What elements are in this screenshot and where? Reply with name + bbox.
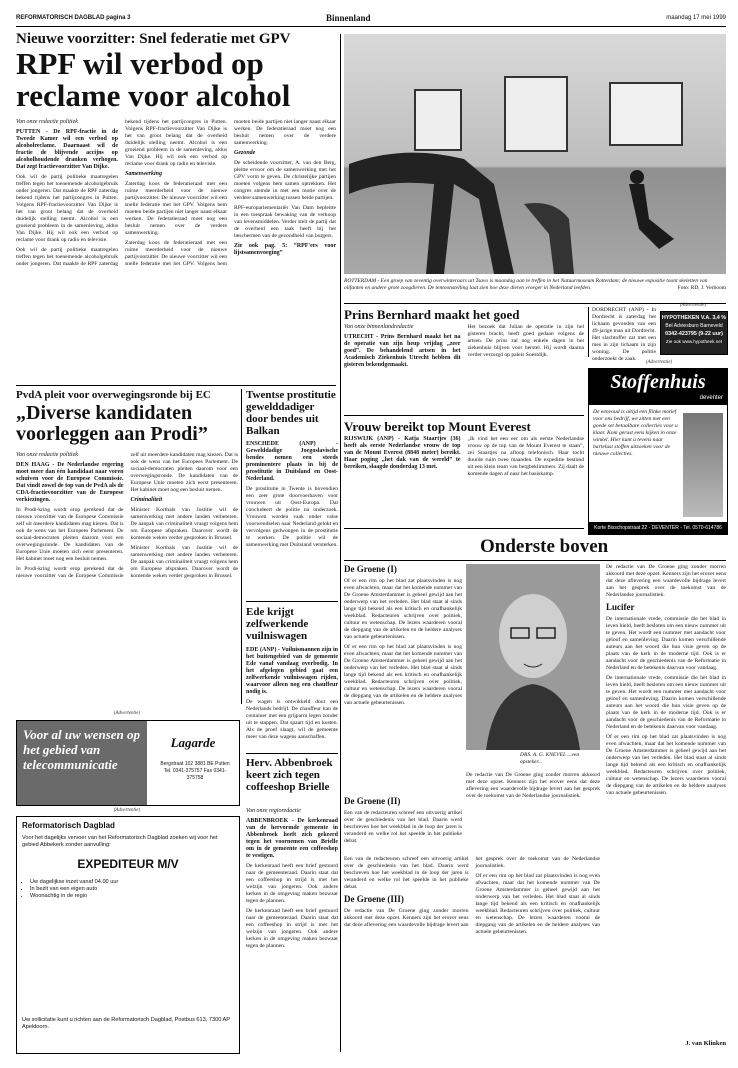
vacancy-list [22,879,240,900]
twente-article [246,441,338,597]
lagarde-ad[interactable] [16,720,240,806]
hypo-line4: Zie ook www.hypotheek.net [665,339,723,344]
vacancy-footer: Uw sollicitatie kunt u richten aan de Reformatorisch Dagblad, Postbus 613, 7300 AP Apeldoorn. [22,1017,230,1030]
vacancy-intro: Voor het dagelijks vervoer van het Reformatorisch Dagblad zoeken wij voor het gebied Abbekerk zonder aanvulling: [22,835,218,848]
lagarde-slogan: Voor al uw wensen op het gebied van telecommunicatie [23,727,141,772]
main-lead: PUTTEN - De RPF-fractie in de Tweede Kamer wil een verbod op alcoholreclame. Daarnaast wil de fractie de blijvende accijns op alcoholhoudende dranken verhogen. Dat zegt fractievoorzitter Van Dijke. [16,129,118,170]
twente-headline: Twentse prostitutie gewelddadiger door bendes uit Balkan [246,389,336,437]
hypo-line3: 0342-423795 (9-22 uur) [665,331,723,337]
onderste-sec2: De Groene (II) [344,796,401,806]
stoffenhuis-address: Korte Bisschopstraat 22 - DEVENTER - Tel. 0570-614786 [589,522,727,534]
onderste-body4: De internationale vrede, commissie die het blad in leven hield, heeft besloten om een nieuw nummer uit te geven. Het wordt een nummer met aandacht voor geloof en samenleving. Daarin komen verschillende auteurs aan het woord die hun visie geven op de plaats van de kerk in de moderne tijd. Ook is er aandacht voor de geschiedenis van de Reformatie in Nederland en de betekenis daarvan voor vandaag. [606,616,726,671]
vacancy-ad [16,816,240,1054]
pvda-body-repeat: In Prodi-kring wordt erop gerekend dat de nieuwe voorzitter van de Europese Commissie zelf uit meerdere kandidaten mag kiezen. Dat is ook de wens van het Europees Parlement. De sociaal-democraten pleiten daarom voor een overwegingsronde. De kandidaten van de Europese Unie moeten zich eerst presenteren. Het kabinet moet nog een besluit nemen. [16,452,238,579]
onderste-body4-pre: De redactie van De Groene ging zonder morren akkoord met deze opzet. Kenners zijn het erover eens dat deze aflevering een waardevolle bijdrage levert aan het gesprek over de toekomst van de Nederlandse journalistiek. [606,564,726,598]
abben-byline: Van onze regioredactie [246,808,301,814]
header-left: REFORMATORISCH DAGBLAD pagina 3 [16,15,131,21]
onderste-body1-b: Of er een rim op het blad zat plaatsvinden is nog even afwachten, maar dat het komende nummer van De Groene Amsterdammer is geheel gewijd aan het onderwerp van het verleden. Het blad staat al sinds lange tijd bekend als een kritisch en onafhankelijk weekblad. Redacteuren schrijven over politiek, cultuur en wetenschap. De lezers waarderen vooral de diepgang van de artikelen en de heldere analyses van actuele gebeurtenissen. [475,873,600,935]
onderste-sec3: De Groene (III) [344,894,404,904]
knevel-photo [466,564,600,750]
header-right: maandag 17 mei 1999 [666,15,726,21]
everest-lead: RIJSWIJK (ANP) - Katja Staartjes (36) heeft als eerste Nederlandse vrouw de top van de Mount Everest (8848 meter) bereikt. Haar poging „het dak van de wereld” te bereiken, slaagde donderdag 13 mei. [344,436,461,470]
pvda-body: In Prodi-kring wordt erop gerekend dat de nieuwe voorzitter van de Europese Commissie zelf uit meerdere kandidaten mag kiezen. Dat is ook de wens van het Europees Parlement. De sociaal-democraten pleiten daarom voor een overwegingsronde. De kandidaten van de Europese Unie moeten zich eerst presenteren. Het kabinet moet nog een besluit nemen. [16,507,124,562]
everest-body: „Ik vind het een eer om als eerste Nederlandse vrouw op de top van de Mount Everest te staan”, zei Staartjes na afloop telefonisch. Haar tocht duurde ruim twee maanden. De expeditie bestond uit een klein team van bergbeklimmers. Zij daalt de komende dagen af naar het basiskamp. [467,436,584,477]
main-body2: Zaterdag koos de federatieraad met een ruime meerderheid voor de nieuwe partijvoorzitter. De nieuwe voorzitter wil een snelle federatie met het GPV. Volgens hem moeten beide partijen niet langer naast elkaar werken. De federatieraad moet nog een besluit nemen over de verdere samenwerking. [125,181,227,236]
stoffenhuis-text: De eenvoud is altijd een flinke motief voor ons bedrijf, we zitten met een goede set betaalbare collecties voor u klaar. Kom gerust eens kijken in onze winkel. Hier kunt u tevens naar hartelust stoffen uitzoeken voor de nieuwe collecties. [593,409,678,457]
ad-label-lagarde: (Advertentie) [113,711,141,716]
onderste-body1: Of er een rim op het blad zat plaatsvinden is nog even afwachten, maar dat het komende nummer van De Groene Amsterdammer is geheel gewijd aan het onderwerp van het verleden. Het blad staat al sinds lange tijd bekend als een kritisch en onafhankelijk weekblad. Redacteuren schrijven over politiek, cultuur en wetenschap. De lezers waarderen vooral de diepgang van de artikelen en de heldere analyses van actuele gebeurtenissen. [344,578,462,640]
photo-caption-text: ROTTERDAM - Een groep van zeventig overwinteraars uit Tsavo is maandag aan te treffen in het Natuurmuseum Rotterdam; de nieuwe expositie toont skeletten van olifanten en andere grote zoogdieren. De tentoonstelling laat zien hoe deze dieren vroeger in Nederland leefden. [344,278,708,291]
main-body-repeat: Ook wil de partij politieke maatregelen treffen tegen het toenemende alcoholgebruik onder jongeren. Dat maakte de RPF zaterdag bekend tijdens het partijcongres in Putten. Volgens RPF-fractievoorzitter Van Dijke is het van groot belang dat de overheid duidelijk stelling neemt. Alcohol is een groeiend probleem in de samenleving, aldus Van Dijke. Hij wil ook een verbod op reclame voor drank op radio en televisie. [16,119,227,267]
main-see-also: Zie ook pag. 5: “RPF'ers voor lijstsamenvoeging” [234,243,336,256]
onderste-body2-repeat: Een van de redacteuren schreef een uitvoerig artikel over de geschiedenis van het blad. Daarin werd beschreven hoe het weekblad in de loop der jaren is veranderd en welke rol het speelde in het publieke debat. [344,856,469,890]
main-body: Ook wil de partij politieke maatregelen treffen tegen het toenemende alcoholgebruik onder jongeren. Dat maakte de RPF zaterdag bekend tijdens het partijcongres in Putten. Volgens RPF-fractievoorzitter Van Dijke is het van groot belang dat de overheid duidelijk stelling neemt. Alcohol is een groeiend probleem in de samenleving, aldus Van Dijke. Hij wil ook een verbod op reclame voor drank op radio en televisie. [16,174,118,243]
everest-article [344,436,584,524]
abben-headline: Herv. Abbenbroek keert zich tegen coffeeshop Brielle [246,757,333,793]
museum-photo [344,34,726,274]
vuil-article [246,647,338,749]
pvda-article [16,452,238,706]
twente-lead: ENSCHEDE (ANP) - Gewelddadige Joegoslavische bendes nemen een steeds prominentere plaats in bij de prostitutie in Duitsland en Oost-Nederland. [246,441,338,482]
abben-article [246,808,338,1050]
main-body2-repeat: Zaterdag koos de federatieraad met een ruime meerderheid voor de nieuwe partijvoorzitter. De nieuwe voorzitter wil een snelle federatie met het GPV. Volgens hem moeten beide partijen niet langer naast elkaar werken. De federatieraad moet nog een besluit nemen over de verdere samenwerking. [125,119,336,267]
photo-credit: Foto: RD, J. Verboom [677,285,726,291]
main-body3: De scheidende voorzitter, A. van den Berg, pleitte ervoor om de samenwerking met het GPV vorm te geven. De christelijke partijen moeten volgens hem samen optrekken. Het congres stemde in met een motie over de verdere samenwerking tussen beide partijen. [234,160,336,201]
vacancy-item: • Woonachtig in de regio [30,893,240,900]
ad-label-stoffen: (Advertentie) [645,360,673,365]
abben-body: De kerkenraad heeft een brief gestuurd naar de gemeenteraad. Daarin staat dat een coffeeshop in strijd is met het welzijn van jongeren. Ook andere kerken in de omgeving maken bezwaar tegen de plannen. [246,863,338,904]
onderste-body1-c: Of er een rim op het blad zat plaatsvinden is nog even afwachten, maar dat het komende nummer van De Groene Amsterdammer is geheel gewijd aan het onderwerp van het verleden. Het blad staat al sinds lange tijd bekend als een kritisch en onafhankelijk weekblad. Redacteuren schrijven over politiek, cultuur en wetenschap. De lezers waarderen vooral de diepgang van de artikelen en de heldere analyses van actuele gebeurtenissen. [606,734,726,796]
vuil-body: De wagen is ontwikkeld door een Nederlands bedrijf. De chauffeur kan de container met een grijparm legen zonder uit te stappen. Dat spaart tijd en kosten. Als de proef slaagt, wil de gemeente meer van deze wagens aanschaffen. [246,699,338,740]
hypo-line1: HYPOTHEKEN V.A. 3,4 % [661,315,727,321]
pvda-inter: Criminaliteit [130,497,163,503]
hypo-line2: Bel Adviesburo Barneveld [665,323,723,329]
stoffenhuis-ad[interactable] [588,368,728,535]
vacancy-title: Reformatorisch Dagblad [22,821,115,830]
main-article [16,119,336,379]
bernhard-byline: Van onze binnenlandredactie [344,324,414,330]
abben-lead: ABBENBROEK - De kerkenraad van de hervormde gemeente in Abbenbroek heeft zich gekeerd tegen het voornemen van Brielle om in de gemeente een coffeeshop te vestigen. [246,818,338,859]
main-inter1: Samenwerking [125,171,163,177]
vacancy-item: • Uw dagelijkse inzet vanaf 04.00 uur [30,879,240,886]
pvda-body2-repeat: Minister Korthals van Justitie wil de samenwerking met andere landen verbeteren. De aanpak van criminaliteit vraagt volgens hem om Europese afspraken. Daarover wordt de komende weken verder gesproken in Brussel. [130,545,238,579]
photo-caption [344,278,726,292]
everest-headline: Vrouw bereikt top Mount Everest [344,419,531,434]
pvda-body2: Minister Korthals van Justitie wil de samenwerking met andere landen verbeteren. De aanpak van criminaliteit vraagt volgens hem om Europese afspraken. Daarover wordt de komende weken verder gesproken in Brussel. [130,507,238,541]
pvda-kicker: PvdA pleit voor overwegingsronde bij EC [16,389,211,401]
pvda-headline: „Diverse kandidaten voorleggen aan Prodi” [16,402,208,445]
bernhard-article [344,324,584,412]
vacancy-heading: EXPEDITEUR M/V [77,857,179,871]
header-center: Binnenland [326,13,371,23]
stoffenhuis-sub: deventer [699,395,723,401]
abben-body-repeat: De kerkenraad heeft een brief gestuurd naar de gemeenteraad. Daarin staat dat een coffeeshop in strijd is met het welzijn van jongeren. Ook andere kerken in de omgeving maken bezwaar tegen de plannen. [246,908,338,949]
onderste-body4-repeat: De internationale vrede, commissie die het blad in leven hield, heeft besloten om een nieuw nummer uit te geven. Het wordt een nummer met aandacht voor geloof en samenleving. Daarin komen verschillende auteurs aan het woord die hun visie geven op de plaats van de kerk in de moderne tijd. Ook is er aandacht voor de geschiedenis van de Reformatie in Nederland en de betekenis daarvan voor vandaag. [606,675,726,730]
main-byline: Van onze redactie politiek [16,119,78,125]
portrait-icon [466,564,600,750]
page-header [16,14,726,26]
onderste-body2: Een van de redacteuren schreef een uitvoerig artikel over de geschiedenis van het blad. Daarin werd beschreven hoe het weekblad in de loop der jaren is veranderd en welke rol het speelde in het publieke debat. [344,810,462,844]
onderste-col2 [344,796,462,852]
vacancy-item: • In bezit van een eigen auto [30,886,240,893]
main-headline: RPF wil verbod op reclame voor alcohol [16,46,291,113]
ad-label-hypo: (Advertentie) [679,303,707,308]
knevel-caption: DRS. A. G. KNEVEL ...een opsteker... [520,752,580,765]
main-kicker: Nieuwe voorzitter: Snel federatie met GPV [16,31,291,47]
pvda-lead: DEN HAAG - De Nederlandse regering moet meer dan één kandidaat naar voren schuiven voor de Europese Commissie. Dat vindt zowel de top van de PvdA als de CDA-fractievoorzitter van de Europese verkiezingen. [16,462,124,503]
twente-body: De prostitutie in Twente is bovendien een zeer grote doorvoerhaven voor vrouwen uit Oost-Europa. Dat concludeert de politie na onderzoek. Vrouwen worden vaak onder valse voorwendselen naar Nederland gelokt en vervolgens gedwongen in de prostitutie te werken. De politie wil de samenwerking met Duitsland versterken. [246,486,338,548]
onderste-title: Onderste boven [480,536,609,557]
onderste-col1 [344,564,462,792]
onderste-author: J. van Klinken [685,1040,726,1047]
dordrecht-article [592,307,656,362]
vuil-lead: EDE (ANP) - Vuilnismannen zijn in het buitengebied van de gemeente Ede vanaf vandaag overbodig. In het afgelegen gebied gaat een zelfwerkende vuilniswagen rijden, waarvoor alleen nog een chauffeur nodig is. [246,647,338,695]
dordrecht-text: DORDRECHT (ANP) - In Dordrecht is zaterdag het lichaam gevonden van een 49-jarige man uit Dordrecht. Het slachtoffer zat met een mes in zijn lichaam in zijn woning. De politie onderzoekt de zaak. [592,307,656,362]
bernhard-headline: Prins Bernhard maakt het goed [344,307,520,322]
stoffenhuis-title: Stoffenhuis [610,371,706,393]
onderste-col-mid [466,772,600,808]
pvda-byline: Van onze redactie politiek [16,452,78,458]
lagarde-address: Bergstraat 102 3881 BE Putten Tel. 0341-375757 Fax 0341-375758 [160,761,230,781]
onderste-body1-repeat: Of er een rim op het blad zat plaatsvinden is nog even afwachten, maar dat het komende nummer van De Groene Amsterdammer is geheel gewijd aan het onderwerp van het verleden. Het blad staat al sinds lange tijd bekend als een kritisch en onafhankelijk weekblad. Redacteuren schrijven over politiek, cultuur en wetenschap. De lezers waarderen vooral de diepgang van de artikelen en de heldere analyses van actuele gebeurtenissen. [344,644,462,706]
bernhard-lead: UTRECHT - Prins Bernhard maakt het na de operatie van zijn heup vrijdag „zeer goed”. De behandelend artsen in het Academisch Ziekenhuis Utrecht hebben dit gisteren bekendgemaakt. [344,334,461,368]
lagarde-brand: Lagarde [170,735,216,750]
onderste-col3 [606,564,726,1036]
onderste-body3a: De redactie van De Groene ging zonder morren akkoord met deze opzet. Kenners zijn het erover eens dat deze aflevering een waardevolle bijdrage levert aan het gesprek over de toekomst van de Nederlandse journalistiek. [466,772,600,799]
onderste-sec4: Lucifer [606,602,635,612]
bernhard-body: Het bezoek dat Julian de operatie in zijn hel gisteren bracht, heeft goed gedaan volgens de artsen. De prins zal nog enkele dagen in het ziekenhuis blijven voor herstel. Hij wordt daarna verder verzorgd op paleis Soestdijk. [467,324,584,358]
onderste-body3: De redactie van De Groene ging zonder morren akkoord met deze opzet. Kenners zijn het erover eens dat deze aflevering een waardevolle bijdrage levert aan het gesprek over de toekomst van de Nederlandse journalistiek. [344,856,600,928]
skeleton-icon [344,34,726,274]
main-inter2: Gezonde [234,150,256,156]
main-body4: RPF-europarlementariër Van Dam bepleitte in een toespraak bewaking van de verkoop van levensmiddelen. Verder stelt de partij dat de overheid een taak heeft bij het beschermen van de gezondheid van burgers. [234,205,336,239]
vuil-headline: Ede krijgt zelfwerkende vuilniswagen [246,606,309,642]
hypo-ad[interactable] [660,311,728,355]
onderste-bottom [344,856,600,1050]
ad-label-vacancy: (Advertentie) [113,808,141,813]
onderste-sec1: De Groene (I) [344,564,397,574]
